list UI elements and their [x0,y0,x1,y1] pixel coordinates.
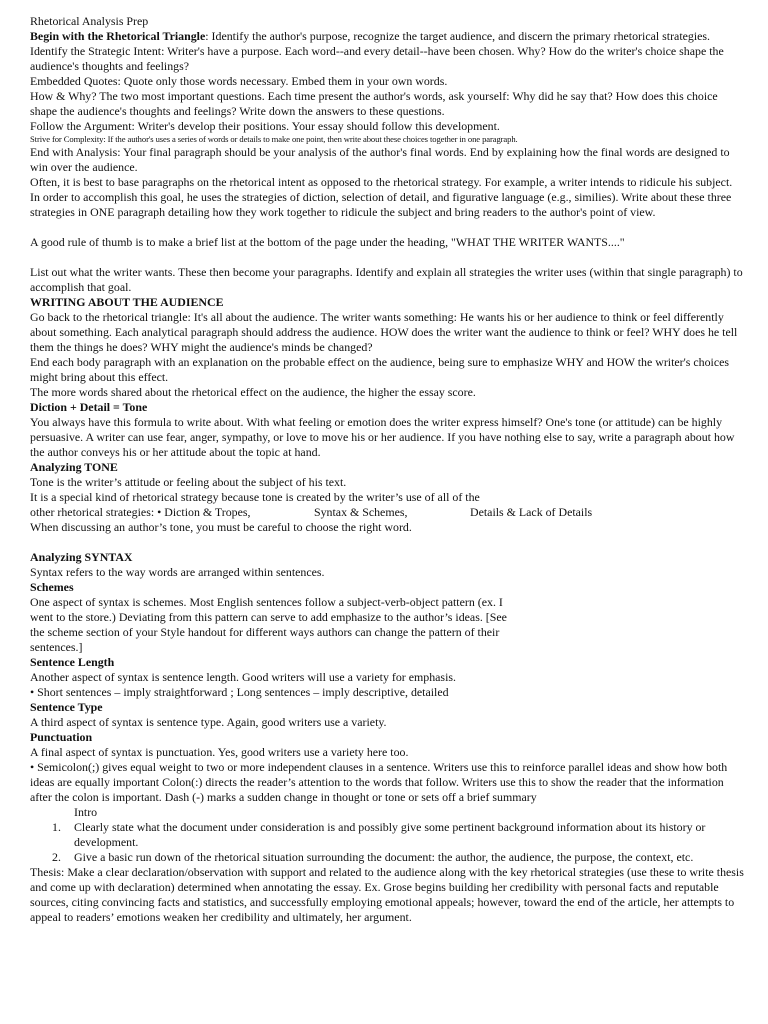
analysis-paragraph: End with Analysis: Your final paragraph should be your analysis of the author's final words. End by explaining how the final words are designed to win over the audience. [30,145,730,174]
syntax-heading: Analyzing SYNTAX [30,550,133,564]
end-each-paragraph: End each body paragraph with an explanation on the probable effect on the audience, being sure to emphasize WHY and HOW the writer's choices might bring about this effect. [30,355,730,384]
intent-paragraph: Identify the Strategic Intent: Writer's have a purpose. Each word--and every detail--have been chosen. Why? How do the writer's choice shape the audience's thoughts and feelings? [30,44,724,73]
intro-label: Intro [74,805,98,819]
follow-paragraph: Follow the Argument: Writer's develop their positions. Your essay should follow this development. [30,119,500,133]
go-back-paragraph: Go back to the rhetorical triangle: It's all about the audience. The writer wants something: He wants his or her audience to think or feel differently about something. Each analytical paragraph should address the audience. HOW does the writer want the audience to think or feel? WHY does he tell them the things he does? WHY might the audience's minds be changed? [30,310,738,354]
tone-line-1: Tone is the writer’s attitude or feeling about the subject of his text. [30,475,347,489]
punctuation-heading: Punctuation [30,730,93,744]
list-item-number: 1. [52,820,61,834]
list-item-text: Give a basic run down of the rhetorical situation surrounding the document: the author, the audience, the purpose, the context, etc. [74,850,694,864]
sentence-type-heading: Sentence Type [30,700,103,714]
document-title: Rhetorical Analysis Prep [30,14,149,28]
formula-paragraph: You always have this formula to write about. With what feeling or emotion does the writer express himself? One's tone (or attitude) can be highly persuasive. A writer can use fear, anger, sympathy, or love to move his or her audience. If you have nothing else to say, write a paragraph about how the author conveys his or her attitude about the topic at hand. [30,415,735,459]
semicolon-paragraph: • Semicolon(;) gives equal weight to two or more independent clauses in a sentence. Writers use this to reinforce parallel ideas and show how both ideas are equally important Colon(:) directs the reader’s attention to the words that follow. Writers use this to show the reader that the information after the colon is important. Dash (-) marks a sudden change in thought or tone or sets off a brief summary [30,760,728,804]
diction-heading: Diction + Detail = Tone [30,400,148,414]
list-item [30,820,744,850]
tone-heading: Analyzing TONE [30,460,118,474]
quotes-paragraph: Embedded Quotes: Quote only those words necessary. Embed them in your own words. [30,74,448,88]
triangle-heading: Begin with the Rhetorical Triangle [30,29,206,43]
sentence-length-heading: Sentence Length [30,655,115,669]
tone-tab-diction: other rhetorical strategies: • Diction & Tropes, [30,505,251,519]
tone-line-2: It is a special kind of rhetorical strategy because tone is created by the writer’s use of all of the [30,490,480,504]
intro-list [30,820,744,865]
sentence-length-paragraph: Another aspect of syntax is sentence length. Good writers will use a variety for emphasis. [30,670,456,684]
schemes-paragraph: One aspect of syntax is schemes. Most English sentences follow a subject-verb-object pattern (ex. I went to the store.) Deviating from this pattern can serve to add emphasize to the author’s ideas. [See the scheme section of your Style handout for different ways authors can change the pattern of their sentences.] [30,595,507,654]
schemes-heading: Schemes [30,580,74,594]
short-long-paragraph: • Short sentences – imply straightforward ; Long sentences – imply descriptive, detailed [30,685,449,699]
list-item [30,850,744,865]
rule-paragraph: A good rule of thumb is to make a brief list at the bottom of the page under the heading, "WHAT THE WRITER WANTS...." [30,235,625,249]
tone-tab-syntax: Syntax & Schemes, [314,505,408,519]
audience-heading: WRITING ABOUT THE AUDIENCE [30,295,224,309]
syntax-paragraph: Syntax refers to the way words are arranged within sentences. [30,565,325,579]
tone-strategies-line [30,505,744,520]
sentence-type-paragraph: A third aspect of syntax is sentence type. Again, good writers use a variety. [30,715,387,729]
list-paragraph: List out what the writer wants. These then become your paragraphs. Identify and explain all strategies the writer uses (within that single paragraph) to accomplish that goal. [30,265,743,294]
often-paragraph: Often, it is best to base paragraphs on the rhetorical intent as opposed to the rhetorical strategy. For example, a writer intends to ridicule his subject. In order to accomplish this goal, he uses the strategies of diction, selection of detail, and figurative language (e.g., similies). Write about these three strategies in ONE paragraph detailing how they work together to ridicule the subject and bring readers to the author's point of view. [30,175,733,219]
complexity-paragraph: Strive for Complexity: If the author's uses a series of words or details to make one point, then write about these choices together in one paragraph. [30,134,518,144]
how-why-paragraph: How & Why? The two most important questions. Each time present the author's words, ask yourself: Why did he say that? How does this choice shape the audience's thoughts and feelings? Write down the answers to these questions. [30,89,718,118]
triangle-text: : Identify the author's purpose, recognize the target audience, and discern the primary rhetorical strategies. [205,29,711,43]
list-item-number: 2. [52,850,61,864]
thesis-paragraph: Thesis: Make a clear declaration/observation with support and related to the audience along with the key rhetorical strategies (use these to write thesis and come up with declaration) determined when annotating the essay. Ex. Grose begins building her credibility with personal facts and reputable sources, citing convincing facts and statistics, and successfully employing emotional appeals; however, toward the end of the article, her attempts to appeal to readers’ emotions weaken her credibility and ultimately, her argument. [30,865,744,924]
more-words-paragraph: The more words shared about the rhetorical effect on the audience, the higher the essay score. [30,385,476,399]
triangle-paragraph [30,29,744,44]
list-item-text: Clearly state what the document under consideration is and possibly give some pertinent background information about its history or development. [74,820,706,849]
tone-line-3: When discussing an author’s tone, you must be careful to choose the right word. [30,520,412,534]
punctuation-paragraph: A final aspect of syntax is punctuation. Yes, good writers use a variety here too. [30,745,409,759]
tone-tab-details: Details & Lack of Details [470,505,593,519]
